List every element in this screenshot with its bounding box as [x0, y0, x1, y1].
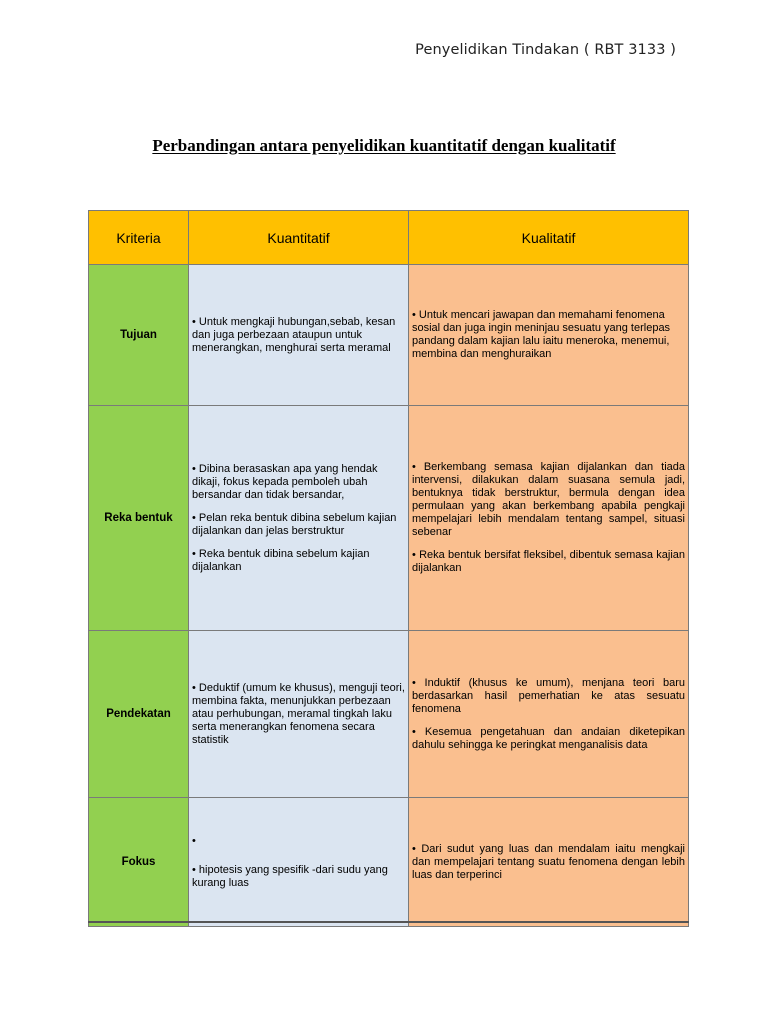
table-row-tujuan	[89, 265, 689, 406]
comparison-table	[88, 210, 689, 927]
kualitatif-cell	[409, 631, 689, 798]
cell-text: • Pelan reka bentuk dibina sebelum kajian dijalankan dan jelas berstruktur	[192, 511, 397, 537]
table-row-pendekatan	[89, 631, 689, 798]
kuantitatif-cell	[189, 631, 409, 798]
cell-text: • Induktif (khusus ke umum), menjana teori baru berdasarkan hasil pemerhatian ke atas sesuatu fenomena	[412, 676, 685, 715]
course-header: Penyelidikan Tindakan ( RBT 3133 )	[415, 42, 676, 58]
cell-text: • Dibina berasaskan apa yang hendak dikaji, fokus kepada pemboleh ubah bersandar dan tidak bersandar,	[192, 462, 378, 501]
cell-text: • Untuk mencari jawapan dan memahami fenomena sosial dan juga ingin meninjau sesuatu yang terlepas pandang dalam kajian lalu iaitu meneroka, menemui, membina dan menghuraikan	[412, 309, 671, 360]
kriteria-cell: Reka bentuk	[89, 406, 189, 631]
cell-text: • Dari sudut yang luas dan mendalam iaitu mengkaji dan mempelajari tentang suatu fenomena dengan lebih luas dan terperinci	[412, 842, 685, 881]
table-bottom-rule	[88, 921, 689, 923]
cell-text: • Reka bentuk bersifat fleksibel, dibentuk semasa kajian dijalankan	[412, 549, 685, 574]
cell-text: •	[192, 834, 196, 847]
cell-text: • Untuk mengkaji hubungan,sebab, kesan dan juga perbezaan ataupun untuk menerangkan, menghurai serta meramal	[192, 315, 396, 354]
cell-text: • Reka bentuk dibina sebelum kajian dijalankan	[192, 547, 370, 573]
kuantitatif-cell	[189, 265, 409, 406]
kuantitatif-cell	[189, 798, 409, 927]
kuantitatif-cell	[189, 406, 409, 631]
kualitatif-cell	[409, 798, 689, 927]
kualitatif-cell	[409, 406, 689, 631]
cell-text: • Berkembang semasa kajian dijalankan dan tiada intervensi, dilakukan dalam suasana semula jadi, bentuknya tidak berstruktur, bermula dengan idea permulaan yang akan berkembang apabila pengkaji mempelajari lebih mendalam tentang sampel, situasi sebenar	[412, 461, 685, 538]
cell-text: • Deduktif (umum ke khusus), menguji teori, membina fakta, menunjukkan perbezaan atau perhubungan, meramal tingkah laku serta menerangkan fenomena secara statistik	[192, 681, 405, 746]
kriteria-cell: Tujuan	[89, 265, 189, 406]
kriteria-cell: Pendekatan	[89, 631, 189, 798]
kualitatif-cell	[409, 265, 689, 406]
cell-text: • Kesemua pengetahuan dan andaian diketepikan dahulu sehingga ke peringkat menganalisis data	[412, 725, 685, 751]
header-kualitatif: Kualitatif	[409, 211, 689, 265]
table-row-fokus	[89, 798, 689, 927]
header-kuantitatif: Kuantitatif	[189, 211, 409, 265]
table-row-reka-bentuk	[89, 406, 689, 631]
document-title: Perbandingan antara penyelidikan kuantitatif dengan kualitatif	[152, 136, 616, 155]
header-kriteria: Kriteria	[89, 211, 189, 265]
kriteria-cell: Fokus	[89, 798, 189, 927]
table-header-row	[89, 211, 689, 265]
cell-text: • hipotesis yang spesifik -dari sudu yang kurang luas	[192, 863, 388, 889]
